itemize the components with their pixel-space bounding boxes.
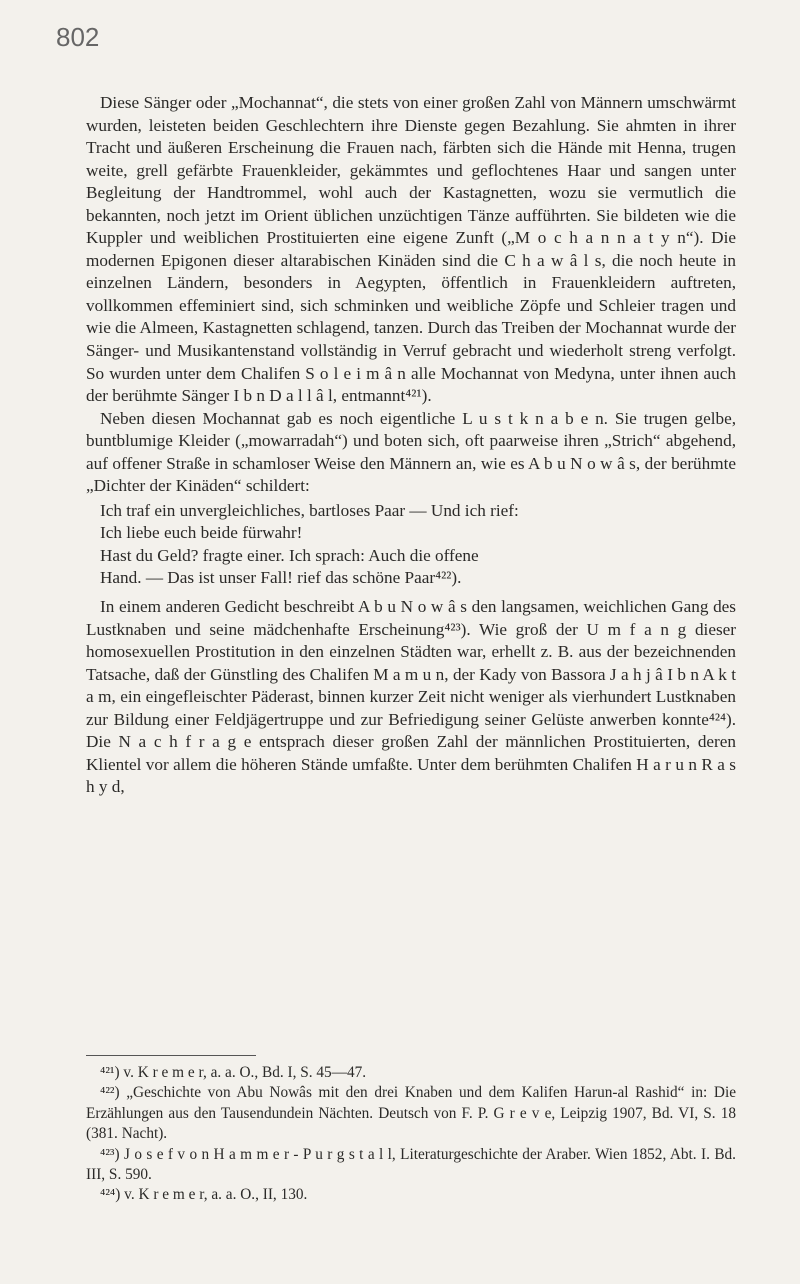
poem-line-1: Ich traf ein unvergleichliches, bartloses Paar — Und ich rief: (100, 500, 519, 520)
footnote-422: ⁴²²) „Geschichte von Abu Nowâs mit den drei Knaben und dem Kalifen Harun-al Rashid“ in: Die Erzählungen aus den Tausendundein Nächten. Deutsch von F. P. G r e v e, Leipzig 1907, Bd. VI, S. 18 (381. Nacht). (86, 1084, 736, 1143)
paragraph-2: Neben diesen Mochannat gab es noch eigentliche L u s t k n a b e n. Sie trugen gelbe, buntblumige Kleider („mowarradah“) und boten sich, oft paarweise ihren „Strich“ abgehend, auf offener Straße in schamloser Weise den Männern an, wie es A b u N o w â s, der berühmte „Dichter der Kinäden“ schildert: (86, 408, 736, 496)
poem-line-2: Ich liebe euch beide fürwahr! (100, 523, 303, 543)
poem-quote (100, 500, 750, 590)
poem-line-4: Hand. — Das ist unser Fall! rief das schöne Paar⁴²²). (100, 568, 462, 588)
poem-line-3: Hast du Geld? fragte einer. Ich sprach: Auch die offene (100, 545, 479, 565)
paragraph-1: Diese Sänger oder „Mochannat“, die stets von einer großen Zahl von Männern umschwärmt wurden, leisteten beiden Geschlechtern ihre Dienste gegen Bezahlung. Sie ahmten in ihrer Tracht und äußeren Erscheinung die Frauen nach, färbten sich die Hände mit Henna, trugen weite, grell gefärbte Frauenkleider, gekämmtes und geflochtenes Haar und sangen unter Begleitung der Handtrommel, wohl auch der Kastagnetten, wozu sie vermutlich die bekannten, noch jetzt im Orient üblichen unzüchtigen Tänze aufführten. Sie bildeten wie die Kuppler und weiblichen Prostituierten eine eigene Zunft („M o c h a n n a t y n“). Die modernen Epigonen dieser altarabischen Kinäden sind die C h a w â l s, die noch heute in einzelnen Ländern, besonders in Aegypten, öffentlich in Frauenkleidern auftreten, vollkommen effeminiert sind, sich schminken und weibliche Zöpfe und Schleier tragen und wie die Almeen, Kastagnetten schlagend, tanzen. Durch das Treiben der Mochannat wurde der Sänger- und Musikantenstand vollständig in Verruf gebracht und wiederholt streng verfolgt. So wurden unter dem Chalifen S o l e i m â n alle Mochannat von Medyna, unter ihnen auch der berühmte Sänger I b n D a l l â l, entmannt⁴²¹). (86, 93, 736, 406)
footnote-divider (86, 1055, 256, 1056)
page-number: 802 (56, 22, 100, 52)
main-text (86, 92, 736, 799)
footnote-423: ⁴²³) J o s e f v o n H a m m e r - P u r g s t a l l, Literaturgeschichte der Araber. Wien 1852, Abt. I. Bd. III, S. 590. (86, 1145, 736, 1184)
footnote-424: ⁴²⁴) v. K r e m e r, a. a. O., II, 130. (100, 1186, 308, 1204)
paragraph-3: In einem anderen Gedicht beschreibt A b u N o w â s den langsamen, weichlichen Gang des Lustknaben und seine mädchenhafte Erscheinung⁴²³). Wie groß der U m f a n g dieser homosexuellen Prostitution in den einzelnen Städten war, erhellt z. B. aus der bezeichnenden Tatsache, daß der Günstling des Chalifen M a m u n, der Kady von Bassora J a h j â I b n A k t a m, ein eingefleischter Päderast, binnen kurzer Zeit nicht weniger als vierhundert Lustknaben zur Bildung einer Feldjägertruppe und zur Befriedigung seiner Gelüste anwerben konnte⁴²⁴). Die N a c h f r a g e entsprach dieser großen Zahl der männlichen Prostituierten, deren Klientel vor allem die höheren Stände umfaßte. Unter dem berühmten Chalifen H a r u n R a s h y d, (86, 597, 736, 797)
footnote-421: ⁴²¹) v. K r e m e r, a. a. O., Bd. I, S. 45—47. (100, 1064, 367, 1081)
footnotes (86, 1063, 736, 1206)
